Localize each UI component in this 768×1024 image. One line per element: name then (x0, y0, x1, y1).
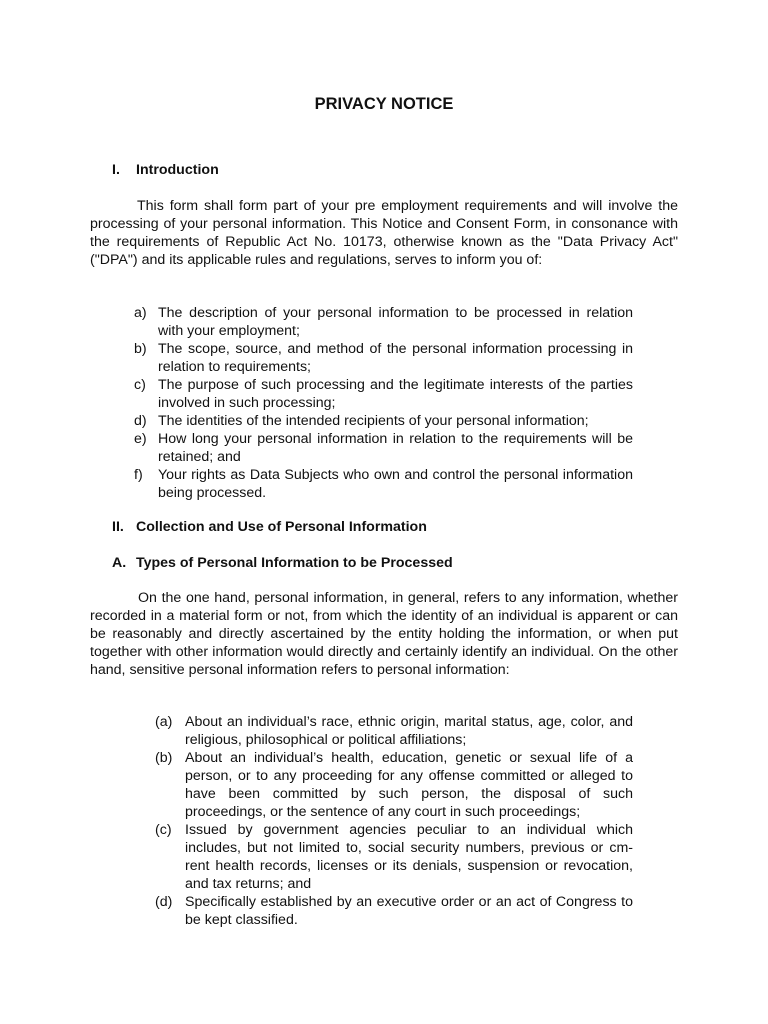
section-number: II. (112, 519, 124, 535)
list-item-text: Specifically established by an executive order or an act of Congress to be kept classified. (185, 894, 633, 928)
subsection-title: Types of Personal Information to be Processed (136, 555, 453, 571)
section-title: Introduction (136, 162, 219, 178)
list-marker: (d) (155, 894, 173, 910)
document-title: PRIVACY NOTICE (314, 95, 454, 113)
list-item-text: About an individual’s race, ethnic origin, marital status, age, color, and religious, philosophical or political affiliations; (185, 714, 633, 748)
list-item-text: The description of your personal information to be processed in relation with your employment; (158, 305, 633, 339)
definition-paragraph-text: On the one hand, personal information, in general, refers to any information, whether recorded in a material form or not, from which the identity of an individual is apparent or can be reasonably and directly ascertained by the entity holding the information, or when put together with other information would directly and certainly identify an individual. On the other hand, sensitive personal information refers to personal information: (90, 590, 678, 678)
section-number: I. (112, 162, 120, 178)
list-marker: a) (134, 305, 147, 321)
list-item (134, 430, 633, 466)
list-marker: e) (134, 431, 147, 447)
list-item (155, 749, 633, 821)
list-marker: (b) (155, 750, 173, 766)
list-item-text: Issued by government agencies peculiar to an individual which includes, but not limited to, social security numbers, previous or cm-rent health records, licenses or its denials, suspension or revocation, and tax returns; and (185, 822, 633, 892)
list-item-text: How long your personal information in relation to the requirements will be retained; and (158, 431, 633, 465)
list-marker: f) (134, 467, 143, 483)
list-item (155, 893, 633, 929)
list-marker: d) (134, 413, 147, 429)
list-marker: (a) (155, 714, 173, 730)
notice-contents-list (134, 304, 633, 502)
list-item (134, 304, 633, 340)
list-item (155, 821, 633, 893)
section-heading-collection (112, 518, 427, 536)
list-item-text: The purpose of such processing and the legitimate interests of the parties involved in such processing; (158, 377, 633, 411)
section-heading-introduction (112, 161, 219, 179)
list-marker: c) (134, 377, 146, 393)
list-item (155, 713, 633, 749)
list-item (134, 466, 633, 502)
list-item-text: The identities of the intended recipients of your personal information; (158, 413, 589, 429)
list-item (134, 376, 633, 412)
list-marker: b) (134, 341, 147, 357)
list-item-text: Your rights as Data Subjects who own and control the personal information being processed. (158, 467, 633, 501)
definition-paragraph (90, 589, 678, 679)
list-item-text: The scope, source, and method of the personal information processing in relation to requirements; (158, 341, 633, 375)
list-item (134, 412, 633, 430)
intro-paragraph-text: This form shall form part of your pre employment requirements and will involve the processing of your personal information. This Notice and Consent Form, in consonance with the requirements of Republic Act No. 10173, otherwise known as the "Data Privacy Act" ("DPA") and its applicable rules and regulations, serves to inform you of: (90, 198, 678, 268)
list-item-text: About an individual’s health, education, genetic or sexual life of a person, or to any proceeding for any offense committed or alleged to have been committed by such person, the disposal of such proceedings, or the sentence of any court in such proceedings; (185, 750, 633, 820)
section-title: Collection and Use of Personal Information (136, 519, 427, 535)
list-marker: (c) (155, 822, 172, 838)
list-item (134, 340, 633, 376)
intro-paragraph (90, 197, 678, 269)
subsection-number: A. (112, 555, 127, 571)
sensitive-info-list (155, 713, 633, 929)
subsection-heading-types (112, 554, 453, 572)
